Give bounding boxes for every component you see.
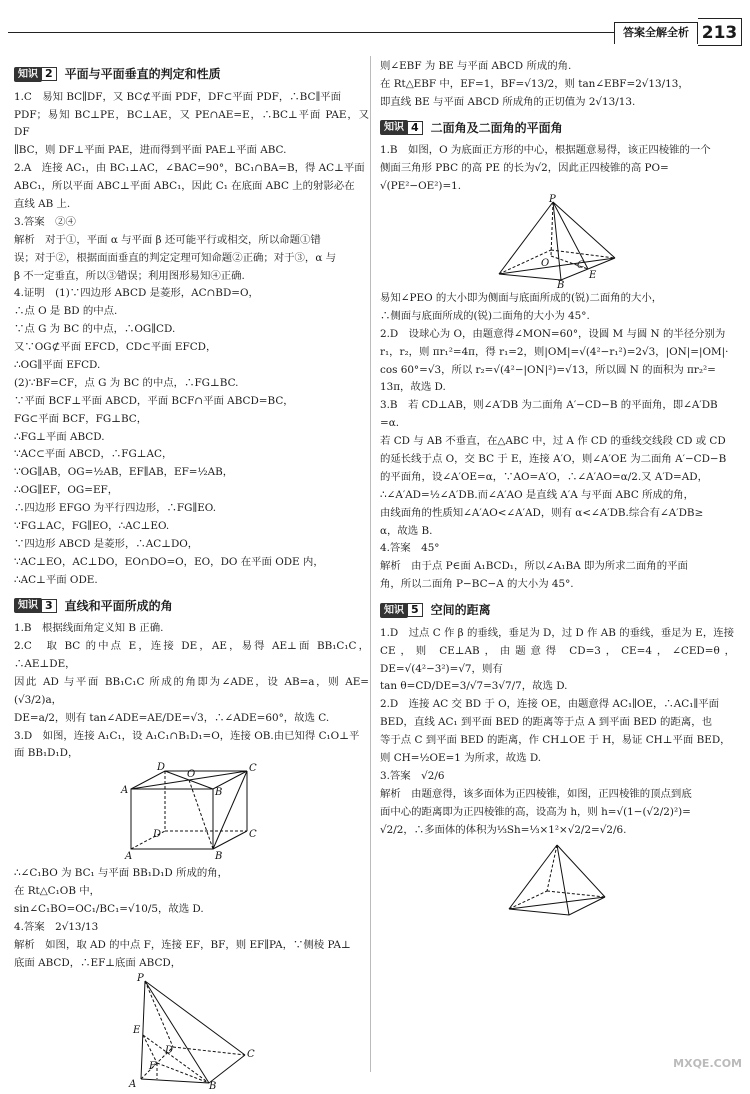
knowledge-badge: 知识 [14,598,42,613]
svg-text:B: B [214,787,222,799]
text-line: 若 CD 与 AB 不垂直，在△ABC 中，过 A 作 CD 的垂线交线段 CD 或 CD [380,435,726,448]
svg-text:E: E [588,269,596,281]
text-line: 在 Rt△EBF 中，EF=1，BF=√13/2，则 tan∠EBF=2√13/13， [380,77,689,90]
section-title: 直线和平面所成的角 [64,598,173,613]
text-line: ∴∠C₁BO 为 BC₁ 与平面 BB₁D₁D 所成的角， [14,867,229,880]
section-number: 5 [407,603,423,617]
section-2-body [14,89,369,590]
text-line: ∵四边形 ABCD 是菱形，∴AC⊥DO， [14,537,199,550]
section-5-body [380,625,735,840]
text-line: DE=a/2，则有 tan∠ADE=AE/DE=√3，∴∠ADE=60°，故选 C. [14,711,330,724]
text-line: ∵点 G 为 BC 的中点，∴OG∥CD. [14,323,176,336]
svg-text:P: P [136,972,144,984]
text-line: 侧面三角形 PBC 的高 PE 的长为√2，因此正四棱锥的高 PO= [380,162,669,175]
text-line: CE，则 CE⊥AB，由题意得 CD=3，CE=4，∠CED=θ，DE=√(4²−3²)=√7，则有 [380,644,735,675]
section-title: 空间的距离 [430,603,491,618]
section-title: 二面角及二面角的平面角 [430,120,563,135]
text-line: 4.答案 2√13/13 [14,920,99,933]
text-line: r₁，r₂，则 πr₁²=4π，得 r₁=2，则|OM|=√(4²−r₁²)=2√3，|ON|=|OM|· [380,345,729,358]
page-header [0,8,750,48]
svg-text:D: D [164,1044,173,1056]
svg-text:A: A [120,785,128,797]
text-line: 3.D 如图，连接 A₁C₁，设 A₁C₁∩B₁D₁=O，连接 OB.由已知得 C₁O⊥平 [14,729,360,742]
svg-text:O: O [186,769,195,781]
section-3-body [14,620,369,763]
text-line: ∵平面 BCF⊥平面 ABCD，平面 BCF∩平面 ABCD=BC， [14,394,294,407]
text-line: 在 Rt△C₁OB 中， [14,885,101,898]
text-line: 3.B 若 CD⊥AB，则∠A′DB 为二面角 A′−CD−B 的平面角，即∠A′DB [380,399,718,412]
text-line: 解析 对于①，平面 α 与平面 β 还可能平行或相交，所以命题①错 [14,233,321,246]
text-line: BED，直线 AC₁ 到平面 BED 的距离等于点 A 到平面 BED 的距离，也 [380,716,713,729]
text-line: 的延长线于点 O，交 BC 于 E，连接 A′O，则∠A′OE 为二面角 A′−CD−B [380,452,727,465]
section-number: 4 [407,121,423,135]
left-column [14,58,369,1094]
svg-text:C: C [576,259,585,271]
knowledge-badge: 知识 [14,67,42,82]
text-line: ∴侧面与底面所成的(锐)二面角的大小为 45°. [380,309,590,322]
svg-text:C: C [246,1048,255,1060]
text-line: cos 60°=√3，所以 r₂=√(4²−|ON|²)=√13，所以圆 N 的面积为 πr₂²= [380,363,716,376]
svg-text:C: C [248,829,257,841]
text-line: 则 CH=½OE=1 为所求，故选 D. [380,751,542,764]
section-4-body [380,142,735,196]
text-line: =α. [380,417,400,430]
text-line: α，故选 B. [380,524,433,537]
section-heading-3 [14,596,369,617]
text-line: 13π，故选 D. [380,381,446,394]
book-tag: 答案全解全析 [614,22,698,44]
text-line: FG⊂平面 BCF，FG⊥BC， [14,412,148,425]
svg-text:A: A [128,1078,136,1090]
section-4-continued [380,290,735,594]
text-line: 误；对于②，根据面面垂直的判定定理可知命题②正确；对于③，α 与 [14,251,337,264]
svg-text:P: P [548,193,556,205]
svg-text:F: F [148,1060,156,1072]
text-line: ∵AC⊥EO，AC⊥DO，EO∩DO=O，EO，DO 在平面 ODE 内， [14,555,324,568]
text-line: 解析 由题意得，该多面体为正四棱锥，如图，正四棱锥的顶点到底 [380,787,692,800]
cube-figure [117,762,267,863]
text-line: 1.D 过点 C 作 β 的垂线，垂足为 D，过 D 作 AB 的垂线，垂足为 E，连接 [380,626,734,639]
text-line: 则∠EBF 为 BE 与平面 ABCD 所成的角. [380,60,572,72]
text-line: 面 BB₁D₁D， [14,747,79,760]
text-line: 1.B 根据线面角定义知 B 正确. [14,622,164,635]
text-line: 2.A 连接 AC₁，由 BC₁⊥AC，∠BAC=90°，BC₁∩BA=B，得 AC⊥平面 [14,162,365,175]
text-line: 又∵OG⊄平面 EFCD，CD⊂平面 EFCD， [14,341,217,354]
text-line: 1.B 如图，O 为底面正方形的中心，根据题意易得，该正四棱锥的一个 [380,144,711,157]
text-line: 由线面角的性质知∠A′AO<∠A′AD，则有 α<∠A′DB.综合有∠A′DB≥ [380,506,704,519]
section-title: 平面与平面垂直的判定和性质 [64,67,221,81]
text-line: 1.C 易知 BC∥DF，又 BC⊄平面 PDF，DF⊂平面 PDF，∴BC∥平面 [14,90,342,103]
section-number: 3 [41,599,57,613]
section-heading-2 [14,64,369,85]
text-line: ∵OG∥AB，OG=½AB，EF∥AB，EF=½AB， [14,466,234,479]
text-line: 直线 AB 上. [14,197,71,210]
text-line: 4.证明 (1)∵四边形 ABCD 是菱形，AC∩BD=O， [14,287,259,300]
text-line: PDF；易知 BC⊥PE，BC⊥AE，又 PE∩AE=E，∴BC⊥平面 PAE，又 DF [14,108,369,139]
right-column [380,58,735,925]
section-number: 2 [41,67,57,81]
text-line: 2.C 取 BC 的中点 E，连接 DE，AE，易得 AE⊥面 BB₁C₁C，∴AE⊥DE， [14,640,369,670]
svg-text:B: B [556,279,564,291]
text-line: ∴OG∥平面 EFCD. [14,358,101,371]
section-heading-5 [380,600,735,621]
pyramid-figure-right [503,841,613,921]
text-line: ∴AC⊥平面 ODE. [14,573,98,586]
text-line: 等于点 C 到平面 BED 的距离，作 CH⊥OE 于 H，易证 CH⊥平面 BED， [380,734,731,747]
text-line: ∴∠A′AD=½∠A′DB.而∠A′AO 是直线 A′A 与平面 ABC 所成的角， [380,488,695,501]
svg-text:B: B [214,851,222,863]
text-line: 3.答案 √2/6 [380,769,445,782]
text-line: (2)∵BF=CF，点 G 为 BC 的中点，∴FG⊥BC. [14,376,239,389]
watermark: MXQE.COM [673,1057,742,1071]
text-line: 面中心的距离即为正四棱锥的高，设高为 h，则 h=√(1−(√2/2)²)= [380,805,691,818]
section-heading-4 [380,118,735,139]
svg-text:E: E [132,1024,140,1036]
text-line: √2/2，∴多面体的体积为⅓Sh=⅓×1²×√2/2=√2/6. [380,823,627,836]
text-line: 解析 如图，取 AD 的中点 F，连接 EF，BF，则 EF∥PA，∵侧棱 PA⊥ [14,938,351,951]
text-line: ∥BC，则 DF⊥平面 PAE，进而得到平面 PAE⊥平面 ABC. [14,144,287,157]
text-line: √(PE²−OE²)=1. [380,180,462,193]
text-line: ∵AC⊂平面 ABCD，∴FG⊥AC， [14,448,173,461]
text-line: 易知∠PEO 的大小即为侧面与底面所成的(锐)二面角的大小， [380,291,663,304]
text-line: β 不一定垂直，所以③错误；利用图形易知④正确. [14,269,245,282]
pyramid-figure-left [127,972,257,1092]
svg-text:C: C [248,763,257,775]
svg-text:A: A [124,851,132,863]
text-line: ∴OG∥EF，OG=EF， [14,484,119,497]
text-line: 2.D 连接 AC 交 BD 于 O，连接 OE，由题意得 AC₁∥OE，∴AC₁∥平面 [380,698,719,711]
text-line: 即直线 BE 与平面 ABCD 所成角的正切值为 2√13/13. [380,95,636,108]
text-line: 角，所以二面角 P−BC−A 的大小为 45°. [380,578,574,591]
text-line: 的平面角，设∠A′OE=α，∵AO=A′O，∴∠A′AO=α/2.又 A′D=AD， [380,470,708,483]
text-line: 因此 AD 与平面 BB₁C₁C 所成的角即为∠ADE，设 AB=a，则 AE=(√3/2)a， [14,675,369,706]
text-line: ∴FG⊥平面 ABCD. [14,430,105,443]
text-line: ABC₁，所以平面 ABC⊥平面 ABC₁，因此 C₁ 在底面 ABC 上的射影必在 [14,180,355,193]
text-line: sin∠C₁BO=OC₁/BC₁=√10/5，故选 D. [14,903,204,916]
text-line: ∵FG⊥AC，FG∥EO，∴AC⊥EO. [14,520,170,532]
section-3-continued [14,865,369,972]
square-pyramid-figure [493,193,623,291]
text-line: 2.D 设球心为 O，由题意得∠MON=60°，设圆 M 与圆 N 的半径分别为 [380,327,726,340]
right-top-lines [380,58,735,112]
svg-text:D: D [152,829,161,841]
text-line: 3.答案 ②④ [14,215,76,228]
svg-text:D: D [156,762,165,774]
text-line: 4.答案 45° [380,542,440,555]
text-line: 解析 由于点 P∈面 A₁BCD₁，所以∠A₁BA 即为所求二面角的平面 [380,560,688,573]
text-line: 底面 ABCD，∴EF⊥底面 ABCD， [14,956,182,969]
column-divider [370,56,371,1072]
svg-text:B: B [208,1080,216,1092]
text-line: ∴点 O 是 BD 的中点. [14,305,118,318]
text-line: ∴四边形 EFGO 为平行四边形，∴FG∥EO. [14,502,217,515]
page-number: 213 [698,18,742,46]
header-rule [8,32,698,33]
text-line: tan θ=CD/DE=3/√7=3√7/7，故选 D. [380,680,568,693]
knowledge-badge: 知识 [380,120,408,135]
knowledge-badge: 知识 [380,603,408,618]
svg-text:O: O [540,257,549,269]
